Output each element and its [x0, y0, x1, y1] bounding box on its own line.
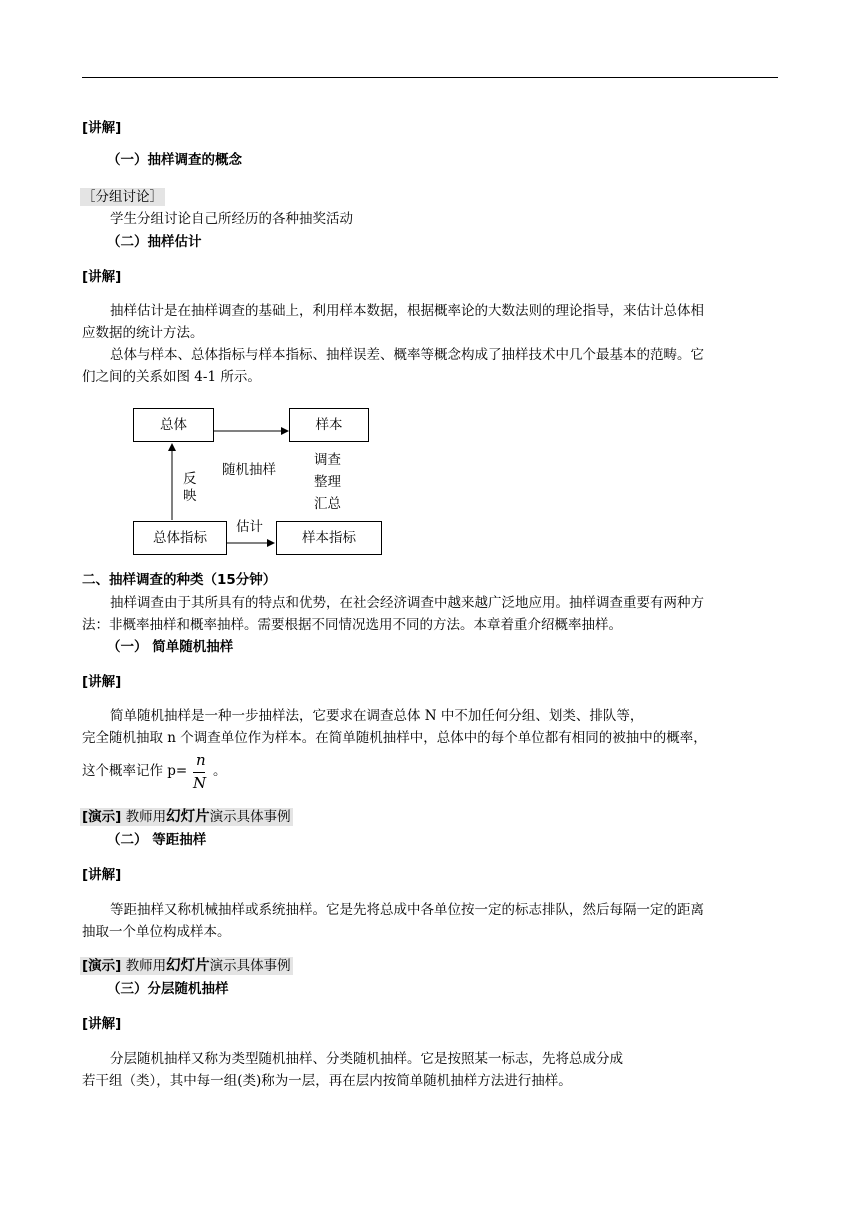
label-explain-3: [讲解] [82, 674, 122, 690]
box-population-indicator-label: 总体指标 [153, 530, 207, 546]
label-feedback-1: 反 [183, 471, 197, 487]
label-random-sampling: 随机抽样 [222, 462, 276, 478]
probability-fraction [193, 751, 207, 793]
label-explain-4: [讲解] [82, 867, 122, 883]
box-sample-indicator [276, 521, 382, 555]
label-explain-1: [讲解] [82, 120, 122, 136]
heading-stratified: （三）分层随机抽样 [107, 981, 229, 997]
demo-post-2: 演示具体事例 [209, 958, 291, 974]
demo-post-1: 演示具体事例 [209, 809, 291, 825]
para-systematic-line1: 等距抽样又称机械抽样或系统抽样。它是先将总成中各单位按一定的标志排队，然后每隔一定的距离 [110, 902, 704, 918]
para-simple-line2: 完全随机抽取 n 个调查单位作为样本。在简单随机抽样中，总体中的每个单位都有相同的被抽中的概率， [82, 730, 707, 746]
fraction-denominator: N [193, 774, 207, 792]
header-rule [82, 77, 778, 78]
box-population-label: 总体 [160, 417, 187, 433]
demo-pre-1: 教师用 [125, 809, 167, 825]
label-explain-2: [讲解] [82, 269, 122, 285]
fraction-numerator: n [196, 751, 206, 769]
label-explain-5: [讲解] [82, 1016, 122, 1032]
fraction-bar [193, 772, 205, 773]
heading-section-2: 二、抽样调查的种类（15分钟） [82, 572, 277, 588]
demo-line-1 [80, 808, 293, 826]
discussion-text: 学生分组讨论自己所经历的各种抽奖活动 [110, 211, 353, 227]
demo-pre-2: 教师用 [125, 958, 167, 974]
para-estimate-line1: 抽样估计是在抽样调查的基础上，利用样本数据，根据概率论的大数法则的理论指导，来估计总体相 [110, 303, 704, 319]
box-sample-label: 样本 [315, 417, 343, 433]
label-estimate: 估计 [236, 519, 263, 535]
heading-sampling-estimate: （二）抽样估计 [107, 234, 202, 250]
para-estimate-line2: 应数据的统计方法。 [82, 325, 204, 341]
para-types-line1: 抽样调查由于其所具有的特点和优势，在社会经济调查中越来越广泛地应用。抽样调查重要有两种方 [110, 595, 704, 611]
para-simple-line1: 简单随机抽样是一种一步抽样法，它要求在调查总体 N 中不加任何分组、划类、排队等， [110, 708, 644, 724]
heading-systematic: （二） 等距抽样 [107, 832, 207, 848]
probability-text: 这个概率记作 p= [82, 763, 188, 779]
box-sample-indicator-label: 样本指标 [302, 530, 356, 546]
label-survey: 调查 [314, 452, 341, 468]
label-feedback-2: 映 [183, 488, 197, 504]
demo-tag-2: [演示] [82, 958, 122, 974]
probability-end: 。 [213, 763, 227, 779]
box-sample [289, 408, 369, 442]
para-stratified-line2: 若干组（类），其中每一组(类)称为一层，再在层内按简单随机抽样方法进行抽样。 [82, 1073, 572, 1089]
heading-sampling-concept: （一）抽样调查的概念 [107, 152, 242, 168]
para-relation-line1: 总体与样本、总体指标与样本指标、抽样误差、概率等概念构成了抽样技术中几个最基本的范畴。它 [110, 347, 704, 363]
label-summarize: 汇总 [314, 496, 341, 512]
demo-tag-1: [演示] [82, 809, 122, 825]
para-stratified-line1: 分层随机抽样又称为类型随机抽样、分类随机抽样。它是按照某一标志，先将总成分成 [110, 1051, 623, 1067]
label-group-discussion: ［分组讨论］ [82, 189, 163, 205]
demo-strong-1: 幻灯片 [166, 809, 210, 825]
demo-line-2 [80, 957, 293, 975]
para-simple-line3 [82, 762, 187, 780]
box-population [133, 408, 214, 442]
label-organize: 整理 [314, 474, 341, 490]
box-population-indicator [133, 521, 227, 555]
para-relation-line2: 们之间的关系如图 4-1 所示。 [82, 369, 261, 385]
para-systematic-line2: 抽取一个单位构成样本。 [82, 924, 231, 940]
demo-strong-2: 幻灯片 [166, 958, 210, 974]
heading-simple-random: （一） 简单随机抽样 [107, 639, 234, 655]
para-types-line2: 法：非概率抽样和概率抽样。需要根据不同情况选用不同的方法。本章着重介绍概率抽样。 [82, 617, 622, 633]
